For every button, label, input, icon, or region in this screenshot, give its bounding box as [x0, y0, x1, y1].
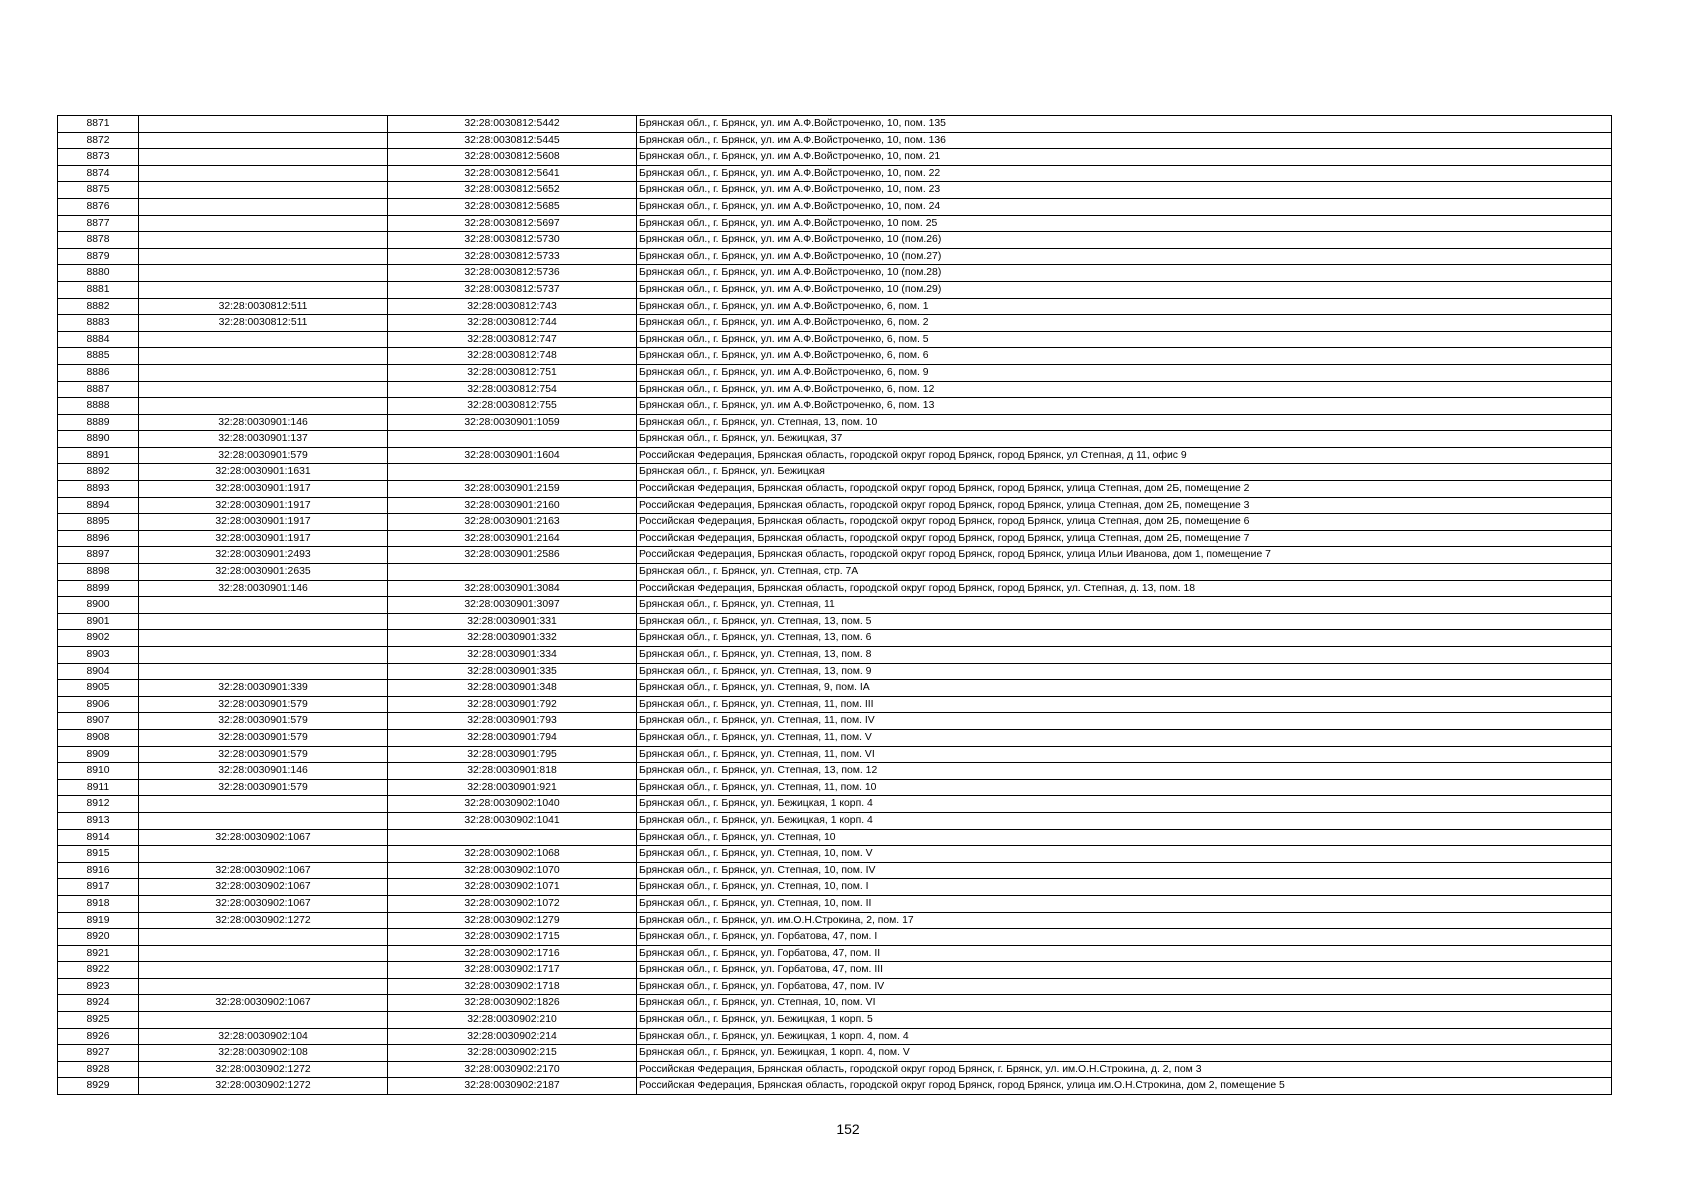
parent-cadastral-number-cell: 32:28:0030901:146 — [139, 763, 388, 780]
parent-cadastral-number-cell: 32:28:0030901:146 — [139, 414, 388, 431]
address-cell: Брянская обл., г. Брянск, ул. Степная, 11, пом. VI — [637, 746, 1612, 763]
row-number-cell: 8890 — [58, 431, 139, 448]
address-cell: Российская Федерация, Брянская область, городской округ город Брянск, город Брянск, улица Степная, дом 2Б, помещение 2 — [637, 481, 1612, 498]
address-cell: Российская Федерация, Брянская область, городской округ город Брянск, город Брянск, улица Ильи Иванова, дом 1, помещение 7 — [637, 547, 1612, 564]
cadastral-number-cell: 32:28:0030901:795 — [388, 746, 637, 763]
table-row — [58, 929, 1612, 946]
row-number-cell: 8920 — [58, 929, 139, 946]
cadastral-number-cell: 32:28:0030901:921 — [388, 779, 637, 796]
table-row — [58, 812, 1612, 829]
row-number-cell: 8905 — [58, 680, 139, 697]
table-row — [58, 298, 1612, 315]
cadastral-number-cell — [388, 564, 637, 581]
row-number-cell: 8915 — [58, 846, 139, 863]
row-number-cell: 8872 — [58, 132, 139, 149]
parent-cadastral-number-cell: 32:28:0030901:2493 — [139, 547, 388, 564]
cadastral-number-cell: 32:28:0030812:5442 — [388, 116, 637, 133]
address-cell: Брянская обл., г. Брянск, ул. Степная, 13, пом. 8 — [637, 647, 1612, 664]
table-row — [58, 1078, 1612, 1095]
cadastral-number-cell: 32:28:0030812:755 — [388, 398, 637, 415]
address-cell: Брянская обл., г. Брянск, ул. Степная, 13, пом. 12 — [637, 763, 1612, 780]
address-cell: Брянская обл., г. Брянск, ул. Степная, 11, пом. V — [637, 729, 1612, 746]
parent-cadastral-number-cell: 32:28:0030901:146 — [139, 580, 388, 597]
parent-cadastral-number-cell: 32:28:0030901:1917 — [139, 514, 388, 531]
cadastral-number-cell: 32:28:0030902:1068 — [388, 846, 637, 863]
table-row — [58, 978, 1612, 995]
parent-cadastral-number-cell — [139, 364, 388, 381]
parent-cadastral-number-cell: 32:28:0030902:1067 — [139, 829, 388, 846]
address-cell: Российская Федерация, Брянская область, городской округ город Брянск, город Брянск, улица Степная, дом 2Б, помещение 3 — [637, 497, 1612, 514]
table-row — [58, 215, 1612, 232]
address-cell: Российская Федерация, Брянская область, городской округ город Брянск, город Брянск, ул. Степная, д. 13, пом. 18 — [637, 580, 1612, 597]
row-number-cell: 8893 — [58, 481, 139, 498]
cadastral-number-cell: 32:28:0030812:5730 — [388, 232, 637, 249]
table-row — [58, 729, 1612, 746]
cadastral-number-cell: 32:28:0030812:5652 — [388, 182, 637, 199]
page-number: 152 — [836, 1121, 860, 1137]
cadastral-number-cell: 32:28:0030901:2159 — [388, 481, 637, 498]
address-cell: Брянская обл., г. Брянск, ул. Степная, 10, пом. IV — [637, 862, 1612, 879]
row-number-cell: 8889 — [58, 414, 139, 431]
parent-cadastral-number-cell — [139, 978, 388, 995]
parent-cadastral-number-cell — [139, 1012, 388, 1029]
row-number-cell: 8898 — [58, 564, 139, 581]
cadastral-number-cell: 32:28:0030901:818 — [388, 763, 637, 780]
table-row — [58, 779, 1612, 796]
address-cell: Брянская обл., г. Брянск, ул. им А.Ф.Войстроченко, 6, пом. 5 — [637, 331, 1612, 348]
address-cell: Брянская обл., г. Брянск, ул. Степная, 10, пом. VI — [637, 995, 1612, 1012]
row-number-cell: 8883 — [58, 315, 139, 332]
address-cell: Брянская обл., г. Брянск, ул. им А.Ф.Войстроченко, 10 (пом.26) — [637, 232, 1612, 249]
cadastral-number-cell: 32:28:0030812:743 — [388, 298, 637, 315]
cadastral-number-cell: 32:28:0030901:2163 — [388, 514, 637, 531]
table-row — [58, 165, 1612, 182]
cadastral-number-cell: 32:28:0030901:348 — [388, 680, 637, 697]
address-cell: Брянская обл., г. Брянск, ул. Степная, 13, пом. 5 — [637, 613, 1612, 630]
cadastral-number-cell: 32:28:0030812:5685 — [388, 198, 637, 215]
registry-table — [57, 115, 1612, 1095]
parent-cadastral-number-cell: 32:28:0030901:579 — [139, 713, 388, 730]
parent-cadastral-number-cell: 32:28:0030812:511 — [139, 315, 388, 332]
parent-cadastral-number-cell: 32:28:0030901:1917 — [139, 481, 388, 498]
cadastral-number-cell: 32:28:0030902:2187 — [388, 1078, 637, 1095]
cadastral-number-cell: 32:28:0030901:331 — [388, 613, 637, 630]
parent-cadastral-number-cell — [139, 149, 388, 166]
cadastral-number-cell — [388, 829, 637, 846]
table-row — [58, 198, 1612, 215]
address-cell: Брянская обл., г. Брянск, ул. им А.Ф.Войстроченко, 10 пом. 25 — [637, 215, 1612, 232]
parent-cadastral-number-cell: 32:28:0030901:579 — [139, 746, 388, 763]
cadastral-number-cell: 32:28:0030812:751 — [388, 364, 637, 381]
cadastral-number-cell: 32:28:0030812:744 — [388, 315, 637, 332]
address-cell: Брянская обл., г. Брянск, ул. Горбатова, 47, пом. III — [637, 962, 1612, 979]
row-number-cell: 8896 — [58, 530, 139, 547]
table-row — [58, 514, 1612, 531]
table-row — [58, 547, 1612, 564]
address-cell: Брянская обл., г. Брянск, ул. Горбатова, 47, пом. II — [637, 945, 1612, 962]
parent-cadastral-number-cell: 32:28:0030902:1272 — [139, 1061, 388, 1078]
table-row — [58, 647, 1612, 664]
cadastral-number-cell: 32:28:0030902:1041 — [388, 812, 637, 829]
cadastral-number-cell: 32:28:0030812:748 — [388, 348, 637, 365]
cadastral-number-cell: 32:28:0030901:332 — [388, 630, 637, 647]
address-cell: Брянская обл., г. Брянск, ул. Бежицкая, 37 — [637, 431, 1612, 448]
address-cell: Брянская обл., г. Брянск, ул. им А.Ф.Войстроченко, 6, пом. 2 — [637, 315, 1612, 332]
row-number-cell: 8900 — [58, 597, 139, 614]
address-cell: Брянская обл., г. Брянск, ул. Степная, 9, пом. IА — [637, 680, 1612, 697]
address-cell: Брянская обл., г. Брянск, ул. им А.Ф.Войстроченко, 10 (пом.29) — [637, 281, 1612, 298]
parent-cadastral-number-cell: 32:28:0030901:2635 — [139, 564, 388, 581]
row-number-cell: 8892 — [58, 464, 139, 481]
address-cell: Брянская обл., г. Брянск, ул. Степная, 11, пом. III — [637, 696, 1612, 713]
parent-cadastral-number-cell — [139, 132, 388, 149]
cadastral-number-cell: 32:28:0030812:754 — [388, 381, 637, 398]
parent-cadastral-number-cell — [139, 796, 388, 813]
cadastral-number-cell: 32:28:0030902:1717 — [388, 962, 637, 979]
cadastral-number-cell: 32:28:0030902:1070 — [388, 862, 637, 879]
row-number-cell: 8904 — [58, 663, 139, 680]
row-number-cell: 8928 — [58, 1061, 139, 1078]
cadastral-number-cell: 32:28:0030902:1040 — [388, 796, 637, 813]
cadastral-number-cell — [388, 431, 637, 448]
row-number-cell: 8907 — [58, 713, 139, 730]
address-cell: Брянская обл., г. Брянск, ул. им А.Ф.Войстроченко, 10 (пом.28) — [637, 265, 1612, 282]
row-number-cell: 8901 — [58, 613, 139, 630]
table-row — [58, 680, 1612, 697]
parent-cadastral-number-cell: 32:28:0030902:1067 — [139, 995, 388, 1012]
address-cell: Брянская обл., г. Брянск, ул. им.О.Н.Строкина, 2, пом. 17 — [637, 912, 1612, 929]
cadastral-number-cell: 32:28:0030902:214 — [388, 1028, 637, 1045]
parent-cadastral-number-cell: 32:28:0030902:1272 — [139, 912, 388, 929]
cadastral-number-cell: 32:28:0030902:1715 — [388, 929, 637, 946]
table-row — [58, 315, 1612, 332]
row-number-cell: 8899 — [58, 580, 139, 597]
row-number-cell: 8908 — [58, 729, 139, 746]
address-cell: Брянская обл., г. Брянск, ул. Бежицкая, 1 корп. 4, пом. V — [637, 1045, 1612, 1062]
table-row — [58, 796, 1612, 813]
row-number-cell: 8903 — [58, 647, 139, 664]
row-number-cell: 8881 — [58, 281, 139, 298]
cadastral-number-cell: 32:28:0030812:747 — [388, 331, 637, 348]
address-cell: Брянская обл., г. Брянск, ул. Степная, 11 — [637, 597, 1612, 614]
row-number-cell: 8927 — [58, 1045, 139, 1062]
parent-cadastral-number-cell — [139, 215, 388, 232]
cadastral-number-cell: 32:28:0030901:3097 — [388, 597, 637, 614]
table-row — [58, 132, 1612, 149]
table-row — [58, 116, 1612, 133]
parent-cadastral-number-cell — [139, 182, 388, 199]
parent-cadastral-number-cell: 32:28:0030901:1917 — [139, 530, 388, 547]
table-row — [58, 995, 1612, 1012]
address-cell: Брянская обл., г. Брянск, ул. им А.Ф.Войстроченко, 6, пом. 6 — [637, 348, 1612, 365]
row-number-cell: 8919 — [58, 912, 139, 929]
cadastral-number-cell: 32:28:0030812:5608 — [388, 149, 637, 166]
row-number-cell: 8879 — [58, 248, 139, 265]
address-cell: Брянская обл., г. Брянск, ул. Степная, 13, пом. 9 — [637, 663, 1612, 680]
table-row — [58, 862, 1612, 879]
parent-cadastral-number-cell: 32:28:0030901:1917 — [139, 497, 388, 514]
parent-cadastral-number-cell — [139, 281, 388, 298]
table-row — [58, 945, 1612, 962]
table-row — [58, 414, 1612, 431]
cadastral-number-cell: 32:28:0030812:5733 — [388, 248, 637, 265]
address-cell: Брянская обл., г. Брянск, ул. Степная, 10, пом. II — [637, 895, 1612, 912]
row-number-cell: 8929 — [58, 1078, 139, 1095]
registry-table-body — [58, 116, 1612, 1095]
cadastral-number-cell: 32:28:0030901:1059 — [388, 414, 637, 431]
parent-cadastral-number-cell: 32:28:0030901:339 — [139, 680, 388, 697]
table-row — [58, 962, 1612, 979]
row-number-cell: 8916 — [58, 862, 139, 879]
table-row — [58, 331, 1612, 348]
address-cell: Брянская обл., г. Брянск, ул. Бежицкая, 1 корп. 5 — [637, 1012, 1612, 1029]
row-number-cell: 8894 — [58, 497, 139, 514]
address-cell: Российская Федерация, Брянская область, городской округ город Брянск, город Брянск, улица Степная, дом 2Б, помещение 6 — [637, 514, 1612, 531]
address-cell: Брянская обл., г. Брянск, ул. им А.Ф.Войстроченко, 6, пом. 13 — [637, 398, 1612, 415]
address-cell: Российская Федерация, Брянская область, городской округ город Брянск, город Брянск, улица Степная, дом 2Б, помещение 7 — [637, 530, 1612, 547]
address-cell: Брянская обл., г. Брянск, ул. Степная, стр. 7А — [637, 564, 1612, 581]
cadastral-number-cell: 32:28:0030901:3084 — [388, 580, 637, 597]
cadastral-number-cell: 32:28:0030902:210 — [388, 1012, 637, 1029]
row-number-cell: 8913 — [58, 812, 139, 829]
address-cell: Брянская обл., г. Брянск, ул. им А.Ф.Войстроченко, 10, пом. 21 — [637, 149, 1612, 166]
row-number-cell: 8895 — [58, 514, 139, 531]
address-cell: Брянская обл., г. Брянск, ул. Бежицкая — [637, 464, 1612, 481]
row-number-cell: 8926 — [58, 1028, 139, 1045]
parent-cadastral-number-cell: 32:28:0030901:579 — [139, 779, 388, 796]
table-row — [58, 265, 1612, 282]
row-number-cell: 8880 — [58, 265, 139, 282]
address-cell: Брянская обл., г. Брянск, ул. Степная, 13, пом. 6 — [637, 630, 1612, 647]
address-cell: Брянская обл., г. Брянск, ул. Бежицкая, 1 корп. 4 — [637, 812, 1612, 829]
row-number-cell: 8878 — [58, 232, 139, 249]
address-cell: Брянская обл., г. Брянск, ул. Горбатова, 47, пом. I — [637, 929, 1612, 946]
parent-cadastral-number-cell — [139, 630, 388, 647]
table-row — [58, 846, 1612, 863]
table-row — [58, 912, 1612, 929]
table-row — [58, 746, 1612, 763]
parent-cadastral-number-cell: 32:28:0030902:104 — [139, 1028, 388, 1045]
address-cell: Брянская обл., г. Брянск, ул. Степная, 13, пом. 10 — [637, 414, 1612, 431]
table-row — [58, 464, 1612, 481]
parent-cadastral-number-cell — [139, 812, 388, 829]
row-number-cell: 8917 — [58, 879, 139, 896]
table-row — [58, 398, 1612, 415]
table-row — [58, 613, 1612, 630]
address-cell: Брянская обл., г. Брянск, ул. Бежицкая, 1 корп. 4 — [637, 796, 1612, 813]
parent-cadastral-number-cell: 32:28:0030902:108 — [139, 1045, 388, 1062]
cadastral-number-cell: 32:28:0030812:5641 — [388, 165, 637, 182]
cadastral-number-cell: 32:28:0030901:792 — [388, 696, 637, 713]
table-row — [58, 763, 1612, 780]
parent-cadastral-number-cell: 32:28:0030901:579 — [139, 447, 388, 464]
parent-cadastral-number-cell — [139, 613, 388, 630]
table-row — [58, 597, 1612, 614]
table-row — [58, 248, 1612, 265]
row-number-cell: 8922 — [58, 962, 139, 979]
parent-cadastral-number-cell — [139, 348, 388, 365]
parent-cadastral-number-cell — [139, 381, 388, 398]
parent-cadastral-number-cell — [139, 846, 388, 863]
row-number-cell: 8885 — [58, 348, 139, 365]
address-cell: Брянская обл., г. Брянск, ул. им А.Ф.Войстроченко, 10, пом. 23 — [637, 182, 1612, 199]
table-row — [58, 696, 1612, 713]
table-row — [58, 663, 1612, 680]
row-number-cell: 8910 — [58, 763, 139, 780]
parent-cadastral-number-cell — [139, 116, 388, 133]
cadastral-number-cell: 32:28:0030812:5737 — [388, 281, 637, 298]
parent-cadastral-number-cell — [139, 945, 388, 962]
cadastral-number-cell — [388, 464, 637, 481]
address-cell: Российская Федерация, Брянская область, городской округ город Брянск, город Брянск, ул Степная, д 11, офис 9 — [637, 447, 1612, 464]
cadastral-number-cell: 32:28:0030901:794 — [388, 729, 637, 746]
parent-cadastral-number-cell — [139, 165, 388, 182]
address-cell: Брянская обл., г. Брянск, ул. им А.Ф.Войстроченко, 6, пом. 1 — [637, 298, 1612, 315]
address-cell: Брянская обл., г. Брянск, ул. Степная, 10, пом. V — [637, 846, 1612, 863]
row-number-cell: 8871 — [58, 116, 139, 133]
cadastral-number-cell: 32:28:0030901:335 — [388, 663, 637, 680]
address-cell: Брянская обл., г. Брянск, ул. Степная, 11, пом. 10 — [637, 779, 1612, 796]
address-cell: Брянская обл., г. Брянск, ул. Степная, 10, пом. I — [637, 879, 1612, 896]
parent-cadastral-number-cell — [139, 929, 388, 946]
row-number-cell: 8886 — [58, 364, 139, 381]
table-row — [58, 182, 1612, 199]
table-row — [58, 447, 1612, 464]
table-row — [58, 879, 1612, 896]
row-number-cell: 8924 — [58, 995, 139, 1012]
parent-cadastral-number-cell — [139, 647, 388, 664]
parent-cadastral-number-cell — [139, 232, 388, 249]
row-number-cell: 8882 — [58, 298, 139, 315]
table-row — [58, 348, 1612, 365]
table-row — [58, 232, 1612, 249]
row-number-cell: 8902 — [58, 630, 139, 647]
table-row — [58, 1061, 1612, 1078]
address-cell: Брянская обл., г. Брянск, ул. Горбатова, 47, пом. IV — [637, 978, 1612, 995]
parent-cadastral-number-cell — [139, 265, 388, 282]
table-row — [58, 431, 1612, 448]
cadastral-number-cell: 32:28:0030901:2160 — [388, 497, 637, 514]
parent-cadastral-number-cell — [139, 398, 388, 415]
parent-cadastral-number-cell: 32:28:0030901:137 — [139, 431, 388, 448]
row-number-cell: 8906 — [58, 696, 139, 713]
table-row — [58, 564, 1612, 581]
row-number-cell: 8923 — [58, 978, 139, 995]
address-cell: Брянская обл., г. Брянск, ул. им А.Ф.Войстроченко, 6, пом. 9 — [637, 364, 1612, 381]
cadastral-number-cell: 32:28:0030902:1279 — [388, 912, 637, 929]
row-number-cell: 8912 — [58, 796, 139, 813]
parent-cadastral-number-cell — [139, 597, 388, 614]
parent-cadastral-number-cell — [139, 663, 388, 680]
parent-cadastral-number-cell — [139, 331, 388, 348]
cadastral-number-cell: 32:28:0030812:5736 — [388, 265, 637, 282]
table-row — [58, 1045, 1612, 1062]
cadastral-number-cell: 32:28:0030902:1072 — [388, 895, 637, 912]
address-cell: Брянская обл., г. Брянск, ул. им А.Ф.Войстроченко, 10, пом. 22 — [637, 165, 1612, 182]
parent-cadastral-number-cell: 32:28:0030901:1631 — [139, 464, 388, 481]
row-number-cell: 8914 — [58, 829, 139, 846]
parent-cadastral-number-cell: 32:28:0030902:1067 — [139, 862, 388, 879]
address-cell: Брянская обл., г. Брянск, ул. им А.Ф.Войстроченко, 10, пом. 24 — [637, 198, 1612, 215]
cadastral-number-cell: 32:28:0030812:5697 — [388, 215, 637, 232]
row-number-cell: 8909 — [58, 746, 139, 763]
table-row — [58, 149, 1612, 166]
cadastral-number-cell: 32:28:0030901:2164 — [388, 530, 637, 547]
parent-cadastral-number-cell — [139, 962, 388, 979]
address-cell: Российская Федерация, Брянская область, городской округ город Брянск, город Брянск, улица им.О.Н.Строкина, дом 2, помещение 5 — [637, 1078, 1612, 1095]
cadastral-number-cell: 32:28:0030902:1826 — [388, 995, 637, 1012]
cadastral-number-cell: 32:28:0030901:1604 — [388, 447, 637, 464]
row-number-cell: 8918 — [58, 895, 139, 912]
row-number-cell: 8875 — [58, 182, 139, 199]
row-number-cell: 8911 — [58, 779, 139, 796]
row-number-cell: 8888 — [58, 398, 139, 415]
row-number-cell: 8884 — [58, 331, 139, 348]
parent-cadastral-number-cell: 32:28:0030812:511 — [139, 298, 388, 315]
table-row — [58, 364, 1612, 381]
row-number-cell: 8877 — [58, 215, 139, 232]
address-cell: Брянская обл., г. Брянск, ул. Бежицкая, 1 корп. 4, пом. 4 — [637, 1028, 1612, 1045]
row-number-cell: 8874 — [58, 165, 139, 182]
cadastral-number-cell: 32:28:0030901:334 — [388, 647, 637, 664]
table-row — [58, 895, 1612, 912]
row-number-cell: 8891 — [58, 447, 139, 464]
cadastral-number-cell: 32:28:0030901:793 — [388, 713, 637, 730]
row-number-cell: 8897 — [58, 547, 139, 564]
table-row — [58, 530, 1612, 547]
cadastral-number-cell: 32:28:0030902:1716 — [388, 945, 637, 962]
parent-cadastral-number-cell: 32:28:0030902:1067 — [139, 879, 388, 896]
table-row — [58, 497, 1612, 514]
address-cell: Брянская обл., г. Брянск, ул. им А.Ф.Войстроченко, 10 (пом.27) — [637, 248, 1612, 265]
table-row — [58, 1012, 1612, 1029]
parent-cadastral-number-cell — [139, 248, 388, 265]
table-row — [58, 281, 1612, 298]
parent-cadastral-number-cell: 32:28:0030901:579 — [139, 729, 388, 746]
cadastral-number-cell: 32:28:0030901:2586 — [388, 547, 637, 564]
address-cell: Брянская обл., г. Брянск, ул. Степная, 10 — [637, 829, 1612, 846]
cadastral-number-cell: 32:28:0030812:5445 — [388, 132, 637, 149]
parent-cadastral-number-cell: 32:28:0030902:1272 — [139, 1078, 388, 1095]
row-number-cell: 8925 — [58, 1012, 139, 1029]
parent-cadastral-number-cell: 32:28:0030902:1067 — [139, 895, 388, 912]
address-cell: Брянская обл., г. Брянск, ул. Степная, 11, пом. IV — [637, 713, 1612, 730]
table-row — [58, 630, 1612, 647]
row-number-cell: 8873 — [58, 149, 139, 166]
address-cell: Брянская обл., г. Брянск, ул. им А.Ф.Войстроченко, 6, пом. 12 — [637, 381, 1612, 398]
table-row — [58, 829, 1612, 846]
cadastral-number-cell: 32:28:0030902:1718 — [388, 978, 637, 995]
table-row — [58, 580, 1612, 597]
parent-cadastral-number-cell: 32:28:0030901:579 — [139, 696, 388, 713]
row-number-cell: 8921 — [58, 945, 139, 962]
cadastral-number-cell: 32:28:0030902:2170 — [388, 1061, 637, 1078]
row-number-cell: 8887 — [58, 381, 139, 398]
address-cell: Брянская обл., г. Брянск, ул. им А.Ф.Войстроченко, 10, пом. 136 — [637, 132, 1612, 149]
parent-cadastral-number-cell — [139, 198, 388, 215]
row-number-cell: 8876 — [58, 198, 139, 215]
address-cell: Брянская обл., г. Брянск, ул. им А.Ф.Войстроченко, 10, пом. 135 — [637, 116, 1612, 133]
table-row — [58, 1028, 1612, 1045]
table-row — [58, 481, 1612, 498]
address-cell: Российская Федерация, Брянская область, городской округ город Брянск, г. Брянск, ул. им.О.Н.Строкина, д. 2, пом 3 — [637, 1061, 1612, 1078]
cadastral-number-cell: 32:28:0030902:215 — [388, 1045, 637, 1062]
cadastral-number-cell: 32:28:0030902:1071 — [388, 879, 637, 896]
table-row — [58, 713, 1612, 730]
table-row — [58, 381, 1612, 398]
